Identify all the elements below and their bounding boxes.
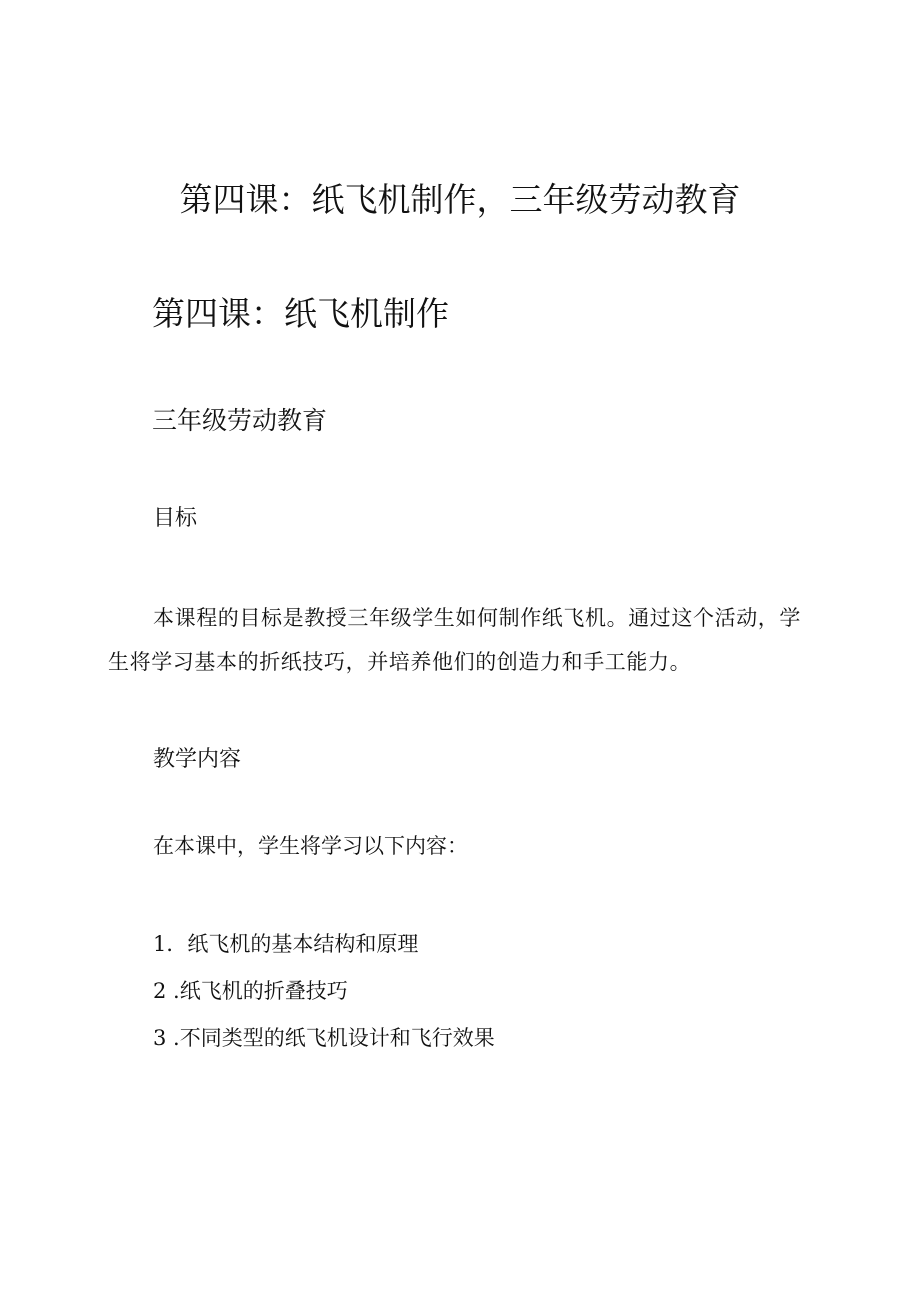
content-intro: 在本课中，学生将学习以下内容： [153,834,468,858]
lesson-heading: 第四课：纸飞机制作 [152,294,449,333]
goal-paragraph: 本课程的目标是教授三年级学生如何制作纸飞机。通过这个活动，学生将学习基本的折纸技巧，并培养他们的创造力和手工能力。 [108,606,801,674]
list-item [153,1023,495,1070]
list-item-text: 纸飞机的基本结构和原理 [187,932,419,956]
goal-heading: 目标 [153,506,198,531]
list-item [153,929,495,976]
subject-heading: 三年级劳动教育 [152,406,328,435]
content-heading: 教学内容 [153,747,242,772]
list-item [153,976,495,1023]
document-title: 第四课：纸飞机制作，三年级劳动教育 [179,180,741,219]
content-list [153,929,495,1070]
list-item-text: 不同类型的纸飞机设计和飞行效果 [179,1026,495,1050]
list-item-text: 纸飞机的折叠技巧 [179,979,348,1003]
list-item-number: 2 . [153,979,180,1003]
list-item-number: 1． [153,932,188,956]
list-item-number: 3 . [153,1026,180,1050]
